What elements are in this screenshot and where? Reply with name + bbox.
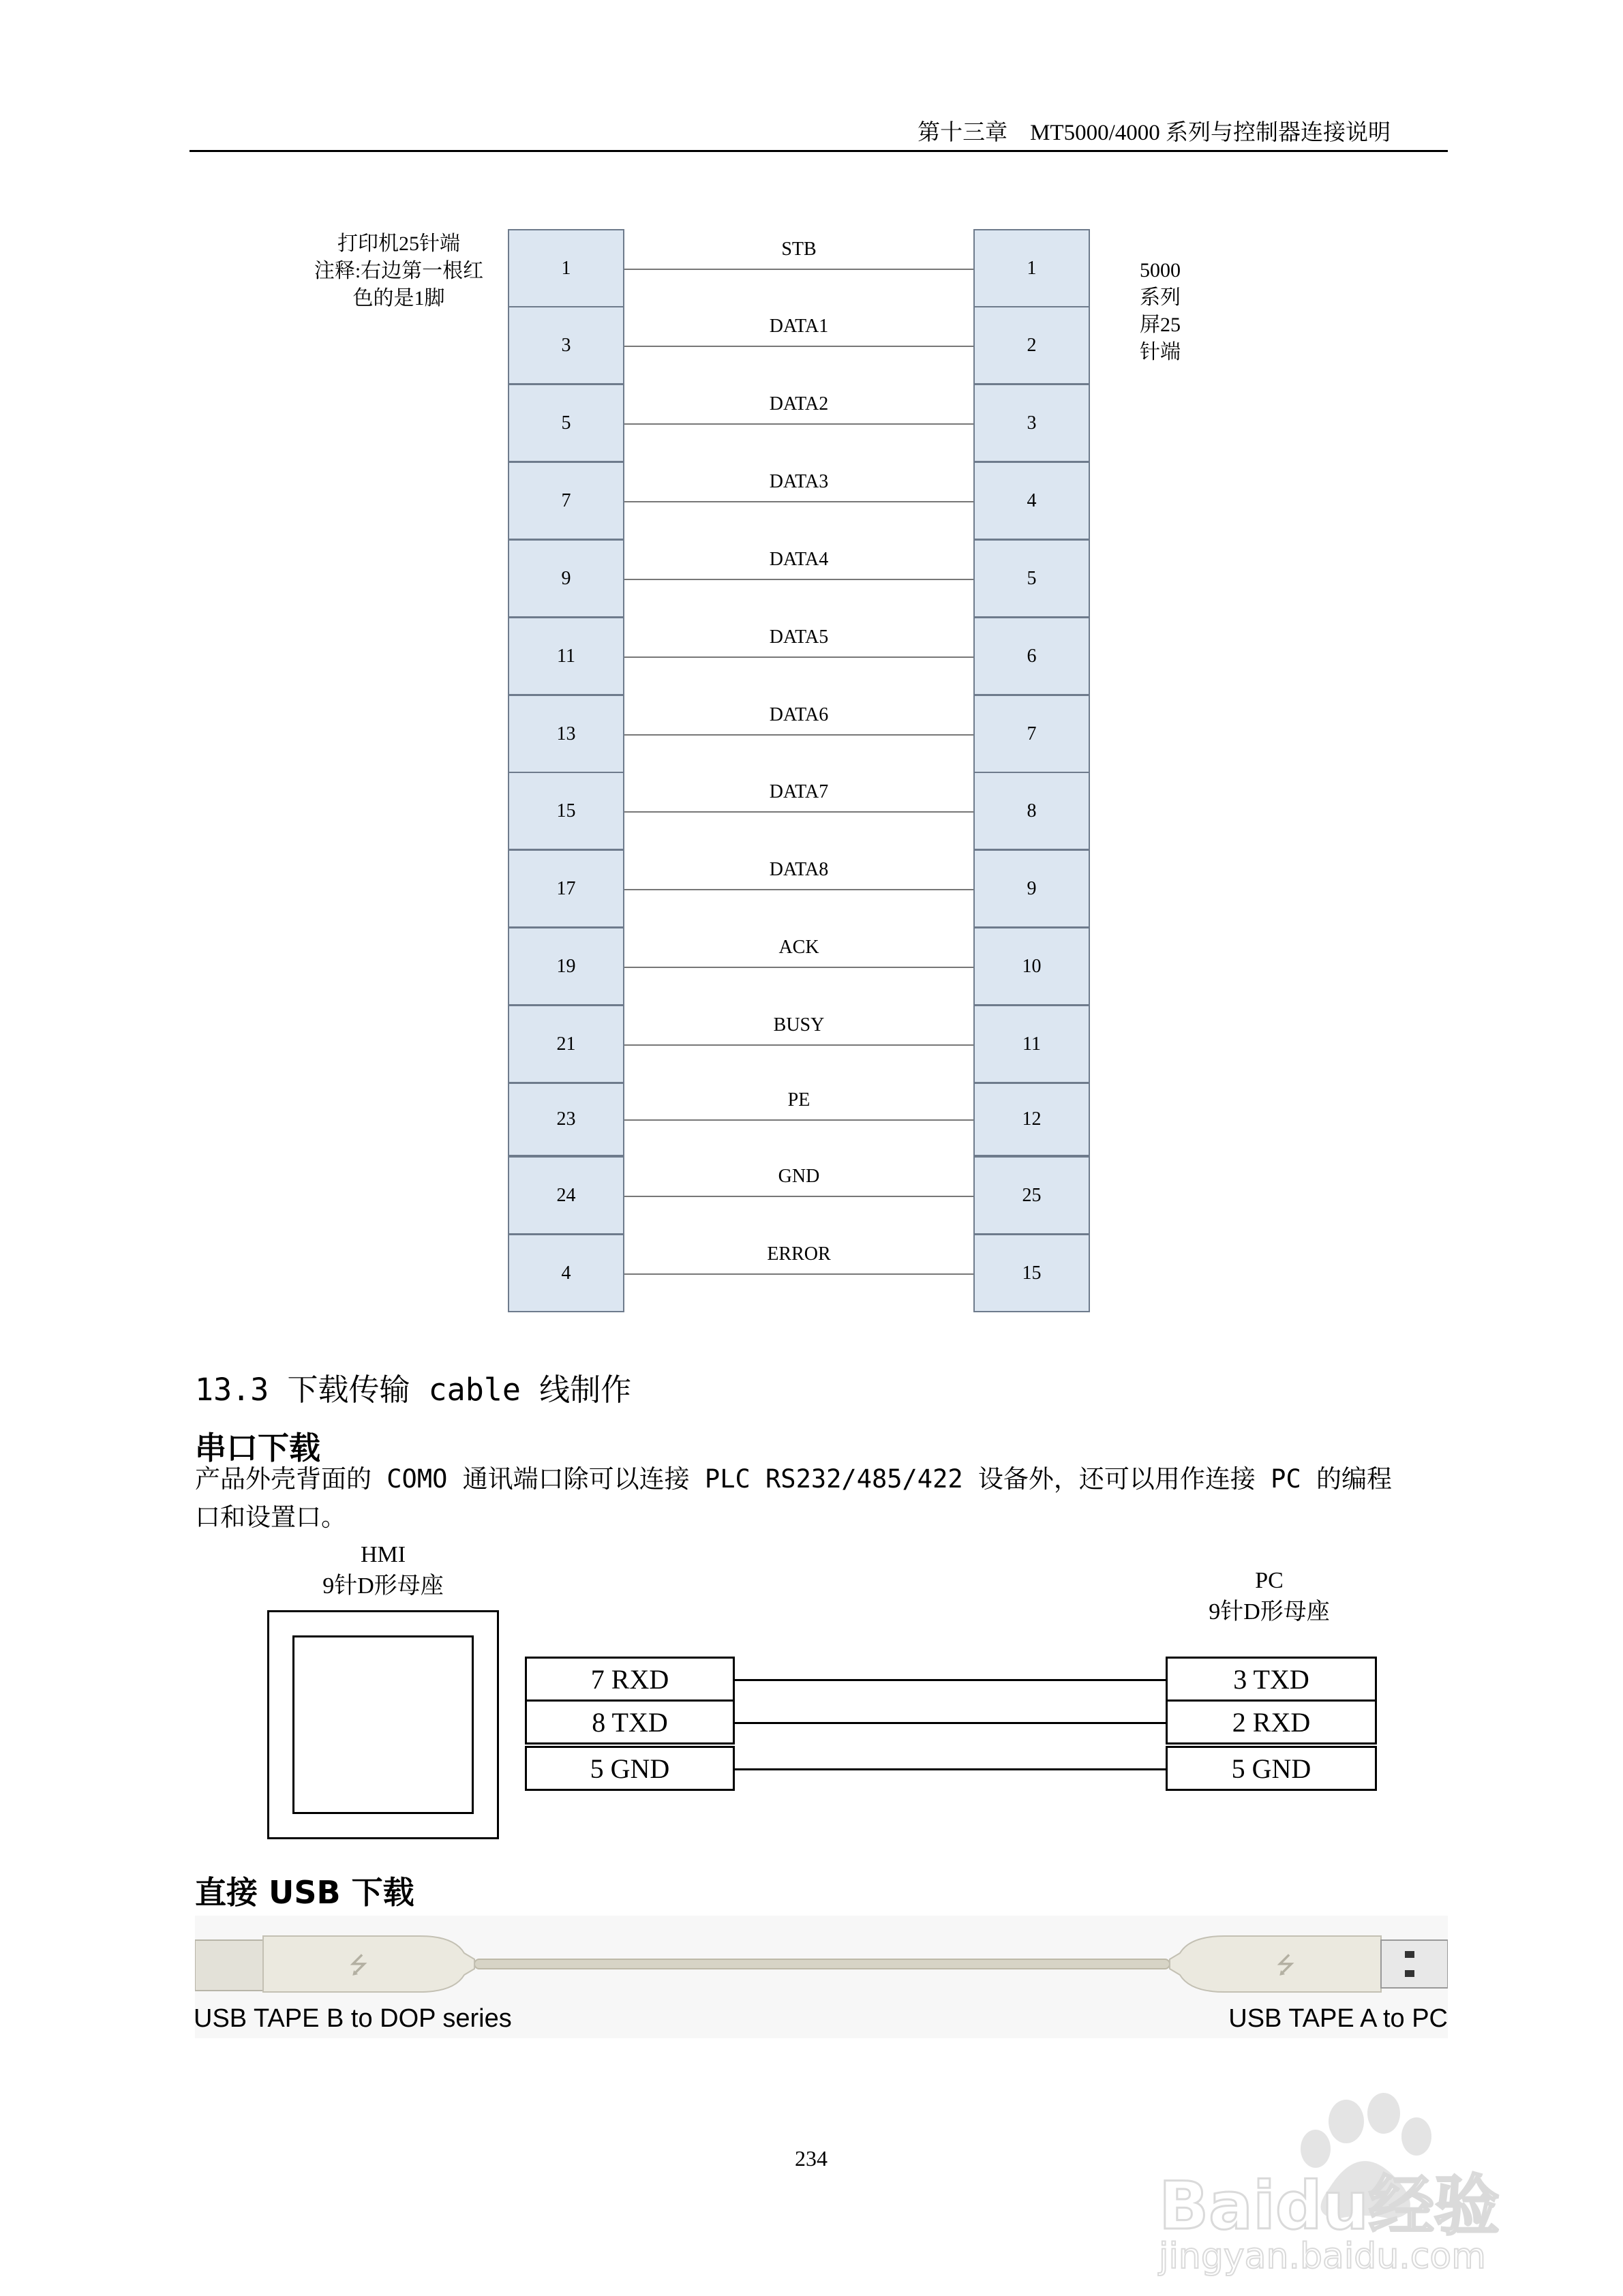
serial-paragraph [195, 1460, 1449, 1537]
printer-side-label-line: 打印机25针端 [337, 232, 460, 255]
printer-side-label [286, 230, 511, 312]
pc-caption-line: PC [1255, 1568, 1284, 1593]
page-number: 234 [795, 2146, 828, 2171]
signal-name: STB [781, 239, 817, 260]
signal-wire [624, 811, 973, 813]
signal-name: DATA3 [769, 471, 829, 492]
signal-wire [624, 346, 973, 347]
signal-name: DATA6 [769, 704, 829, 725]
hmi-signal-cell: 8 TXD [525, 1700, 735, 1744]
usb-b-caption: USB TAPE B to DOP series [194, 2004, 512, 2033]
usb-a-contact [1405, 1951, 1414, 1958]
signal-wire [624, 423, 973, 425]
pc-signal-cell: 2 RXD [1166, 1700, 1377, 1744]
signal-wire [624, 1044, 973, 1046]
usb-a-caption: USB TAPE A to PC [1228, 2004, 1448, 2033]
screen-pin-box: 1 [973, 229, 1090, 307]
hmi-connector-inner [292, 1635, 474, 1814]
signal-name: DATA7 [769, 781, 829, 802]
printer-pin-box: 3 [508, 306, 624, 384]
printer-pin-box: 13 [508, 695, 624, 773]
screen-pin-box: 4 [973, 462, 1090, 540]
baidu-jingyan-watermark [1159, 2079, 1541, 2284]
screen-pin-box: 11 [973, 1005, 1090, 1083]
serial-paragraph-line: 产品外壳背面的 COMO 通讯端口除可以连接 PLC RS232/485/422 设备外，还可以用作连接 PC 的编程 [195, 1464, 1392, 1494]
serial-download-title: 串口下载 [195, 1430, 320, 1466]
usb-b-plug-body [263, 1936, 474, 1992]
signal-name: BUSY [773, 1014, 825, 1036]
hmi-caption-line: HMI [360, 1542, 406, 1567]
screen-pin-box: 5 [973, 539, 1090, 618]
screen-pin-box: 3 [973, 384, 1090, 462]
serial-paragraph-line: 口和设置口。 [195, 1502, 346, 1532]
printer-pin-box: 5 [508, 384, 624, 462]
watermark-site: jingyan.baidu.com [1159, 2236, 1486, 2277]
printer-pin-box: 19 [508, 927, 624, 1006]
printer-pin-box: 11 [508, 617, 624, 695]
printer-pin-box: 21 [508, 1005, 624, 1083]
running-header: 第十三章 MT5000/4000 系列与控制器连接说明 [917, 121, 1391, 145]
signal-name: PE [787, 1089, 810, 1111]
signal-wire [624, 579, 973, 580]
signal-wire [624, 734, 973, 736]
hmi-signal-cell: 5 GND [525, 1746, 735, 1791]
usb-symbol-icon: ⭍ [348, 1952, 369, 1979]
serial-wire-txd-rxd [735, 1722, 1166, 1724]
printer-pin-box: 4 [508, 1234, 624, 1312]
signal-wire [624, 1273, 973, 1275]
screen-pin-box: 7 [973, 695, 1090, 773]
usb-symbol-icon: ⭍ [1275, 1952, 1296, 1979]
printer-pin-box: 24 [508, 1156, 624, 1235]
printer-side-label-line: 注释:右边第一根红 [314, 260, 484, 282]
signal-wire [624, 656, 973, 658]
header-rule [189, 150, 1448, 152]
hmi-caption [281, 1539, 485, 1602]
signal-wire [624, 501, 973, 502]
printer-pin-box: 1 [508, 229, 624, 307]
usb-download-title: 直接 USB 下载 [195, 1874, 414, 1911]
screen-pin-box: 10 [973, 927, 1090, 1006]
signal-name: GND [778, 1166, 820, 1187]
pc-signal-cell: 3 TXD [1166, 1657, 1377, 1702]
signal-wire [624, 269, 973, 270]
usb-cable-cord [474, 1959, 1170, 1969]
screen-pin-box: 15 [973, 1234, 1090, 1312]
pc-caption-line: 9针D形母座 [1209, 1599, 1330, 1625]
serial-wire-rxd-txd [735, 1679, 1166, 1681]
hmi-connector-outline [267, 1610, 499, 1839]
usb-a-contact [1405, 1970, 1414, 1977]
printer-pin-box: 17 [508, 849, 624, 928]
screen-pin-box: 9 [973, 849, 1090, 928]
printer-pin-box: 7 [508, 462, 624, 540]
pc-caption [1167, 1565, 1371, 1628]
signal-wire [624, 1119, 973, 1121]
screen-pin-box: 12 [973, 1083, 1090, 1156]
printer-pin-box: 15 [508, 772, 624, 850]
serial-wire-gnd [735, 1768, 1166, 1770]
signal-name: DATA1 [769, 316, 829, 337]
usb-a-plug-metal [1381, 1940, 1448, 1988]
signal-name: ERROR [767, 1243, 831, 1265]
screen-pin-box: 6 [973, 617, 1090, 695]
screen-pin-box: 2 [973, 306, 1090, 384]
screen-side-label: 5000系列屏25针端 [1140, 259, 1181, 363]
printer-pin-box: 9 [508, 539, 624, 618]
signal-wire [624, 1196, 973, 1197]
watermark-brand: Baidu经验 [1159, 2168, 1500, 2244]
signal-name: DATA4 [769, 549, 829, 570]
hmi-signal-cell: 7 RXD [525, 1657, 735, 1702]
pc-signal-cell: 5 GND [1166, 1746, 1377, 1791]
screen-pin-box: 8 [973, 772, 1090, 850]
signal-name: DATA2 [769, 393, 829, 414]
signal-name: DATA8 [769, 859, 829, 880]
printer-side-label-line: 色的是1脚 [352, 287, 445, 309]
hmi-caption-line: 9针D形母座 [322, 1573, 444, 1599]
signal-wire [624, 889, 973, 890]
printer-pin-box: 23 [508, 1083, 624, 1156]
section-title: 13.3 下载传输 cable 线制作 [195, 1372, 632, 1408]
screen-pin-box: 25 [973, 1156, 1090, 1235]
signal-name: DATA5 [769, 626, 829, 648]
signal-wire [624, 967, 973, 968]
signal-name: ACK [778, 937, 819, 958]
